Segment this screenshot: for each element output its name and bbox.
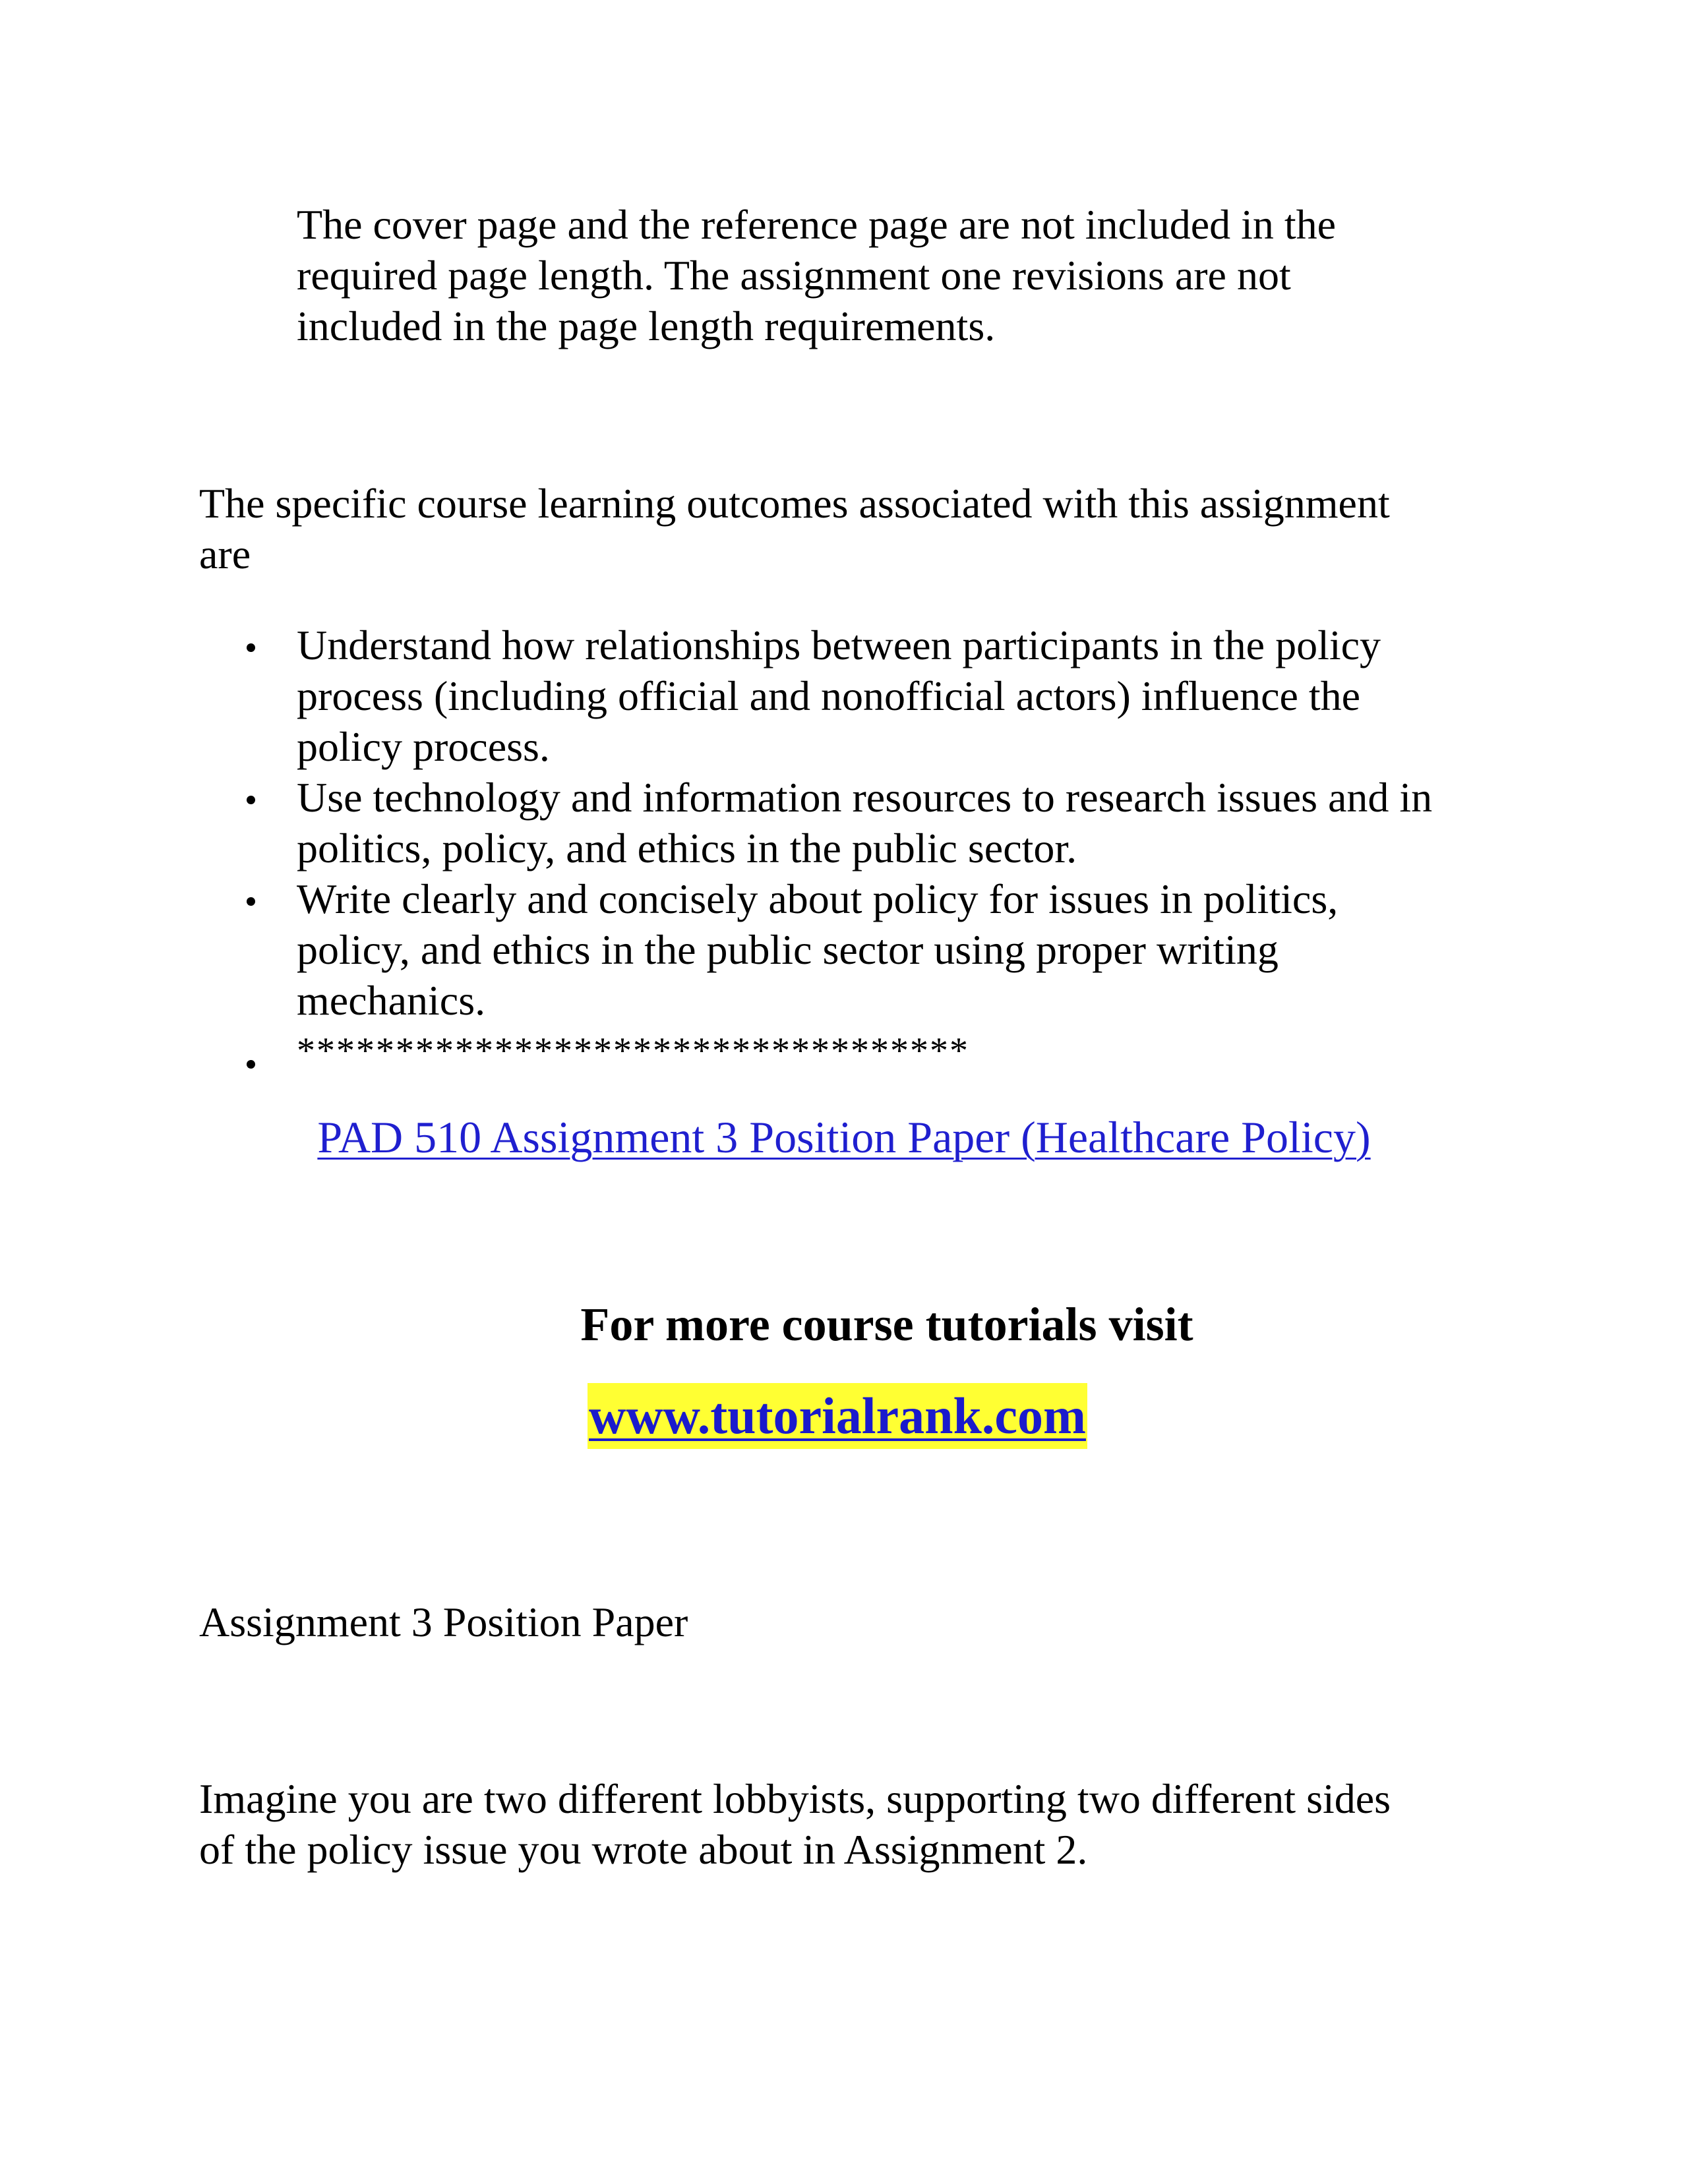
outcomes-list [0, 620, 1688, 1077]
intro-paragraph [297, 199, 1550, 351]
list-item-line: policy, and ethics in the public sector using proper writing [297, 926, 1279, 973]
assignment-title-link[interactable]: PAD 510 Assignment 3 Position Paper (Healthcare Policy) [317, 1112, 1371, 1162]
list-item [0, 873, 1688, 1026]
closing-line: Imagine you are two different lobbyists, supporting two different sides [199, 1775, 1391, 1822]
list-item-line: policy process. [297, 723, 550, 770]
closing-paragraph [199, 1773, 1518, 1875]
assignment-title-link-wrap [0, 1111, 1688, 1164]
outcomes-intro-line: The specific course learning outcomes associated with this assignment [199, 480, 1390, 527]
promo-url-highlight [588, 1383, 1087, 1449]
bullet-icon [247, 897, 255, 906]
separator-stars: ********************************** [297, 1030, 969, 1071]
outcomes-intro-line: are [199, 531, 251, 577]
list-item-line: process (including official and nonofficial actors) influence the [297, 672, 1361, 719]
list-item-line: Use technology and information resources to research issues and in [297, 774, 1433, 821]
bullet-icon [247, 796, 255, 804]
list-item [0, 1026, 1688, 1077]
bullet-icon [247, 1060, 255, 1069]
list-item-line: mechanics. [297, 977, 486, 1024]
promo-url-link[interactable]: www.tutorialrank.com [589, 1387, 1086, 1444]
list-item-line: Write clearly and concisely about policy for issues in politics, [297, 875, 1339, 922]
intro-line: The cover page and the reference page are not included in the [297, 201, 1337, 248]
list-item [0, 772, 1688, 873]
list-item [0, 620, 1688, 772]
outcomes-intro [199, 478, 1518, 579]
assignment-heading [199, 1597, 1518, 1647]
promo-url-wrap [0, 1383, 1675, 1449]
list-item-line: Understand how relationships between participants in the policy [297, 622, 1381, 668]
intro-line: included in the page length requirements. [297, 303, 996, 349]
closing-line: of the policy issue you wrote about in Assignment 2. [199, 1826, 1088, 1873]
promo-heading: For more course tutorials visit [580, 1298, 1193, 1351]
intro-line: required page length. The assignment one revisions are not [297, 252, 1291, 299]
assignment-heading-text: Assignment 3 Position Paper [199, 1599, 688, 1645]
list-item-line: politics, policy, and ethics in the public sector. [297, 825, 1077, 871]
bullet-icon [247, 643, 255, 652]
